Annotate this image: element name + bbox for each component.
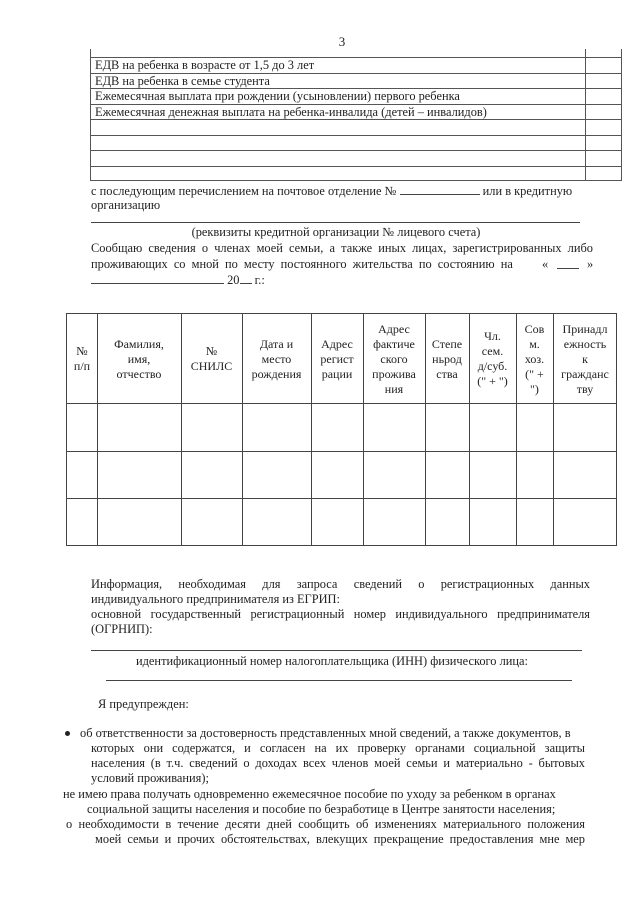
egrip-line-3: основной государственный регистрационный номер индивидуального предпринимателя (91, 607, 590, 621)
date-day-field[interactable] (557, 257, 579, 269)
bullet-icon (65, 731, 70, 736)
table-row (90, 88, 622, 103)
family-members-table (66, 313, 617, 546)
header-actual-address: Адрес фактиче ского прожива ния (372, 321, 416, 396)
warnings-heading: Я предупрежден: (98, 697, 189, 711)
year-prefix: 20 (227, 273, 240, 287)
table-row (90, 104, 622, 119)
warning-line: условий проживания); (91, 771, 209, 785)
header-family-member: Чл. сем. д/суб. (" + ") (477, 329, 508, 388)
header-number: № п/п (73, 344, 91, 373)
family-intro-line-1: Сообщаю сведения о членах моей семьи, а также иных лицах, зарегистрированных либо (91, 241, 593, 255)
header-birth-date-place: Дата и место рождения (251, 336, 302, 381)
inn-field[interactable] (106, 680, 572, 681)
benefits-table (90, 57, 622, 181)
benefit-label: ЕДВ на ребенка в возрасте от 1,5 до 3 лет (95, 58, 315, 72)
table-row[interactable] (90, 166, 622, 167)
warning-line: населения (в т.ч. сведений о доходах всех членов моей семьи и материально - бытовых (91, 756, 585, 770)
year-suffix: г.: (254, 273, 265, 287)
date-month-year-line (91, 272, 265, 288)
header-joint-household: Сов м. хоз. (" + ") (524, 321, 545, 396)
transfer-suffix: или в кредитную (482, 184, 573, 198)
table-row[interactable] (90, 135, 622, 136)
egrip-line-1: Информация, необходимая для запроса сведений о регистрационных данных (91, 577, 590, 591)
transfer-prefix: с последующим перечислением на почтовое отделение № (91, 184, 397, 198)
transfer-line (91, 183, 572, 199)
benefit-label: Ежемесячная денежная выплата на ребенка-инвалида (детей – инвалидов) (95, 104, 487, 119)
warning-line: которых они содержатся, и согласен на их проверку органами социальной защиты (91, 741, 585, 755)
warning-line: моей семьи и прочих обстоятельствах, влекущих прекращение предоставления мне мер (95, 832, 585, 846)
header-registration-address: Адрес регист рации (320, 336, 354, 381)
egrip-line-2: индивидуального предпринимателя из ЕГРИП: (91, 592, 340, 606)
date-year-field[interactable] (240, 272, 252, 284)
table-row[interactable] (90, 119, 622, 120)
bank-details-caption: (реквизиты кредитной организации № лицевого счета) (191, 225, 481, 239)
table-bottom-border (90, 180, 622, 181)
table-divider (585, 49, 586, 181)
header-citizenship: Принадл ежность к гражданс тву (561, 321, 609, 396)
table-row (90, 57, 622, 72)
egrip-line-4: (ОГРНИП): (91, 622, 153, 636)
benefit-label: ЕДВ на ребенка в семье студента (95, 73, 270, 88)
benefit-label: Ежемесячная выплата при рождении (усыновлении) первого ребенка (95, 89, 460, 103)
quote-close: » (587, 257, 594, 271)
header-full-name: Фамилия, имя, отчество (114, 336, 164, 381)
date-month-field[interactable] (91, 272, 224, 284)
transfer-line-2: организацию (91, 198, 161, 212)
post-office-number-field[interactable] (400, 183, 480, 195)
inn-caption: идентификационный номер налогоплательщика (ИНН) физического лица: (136, 654, 528, 668)
warning-line: о необходимости в течение десяти дней сообщить об изменениях материального положения (66, 817, 585, 831)
family-intro-line-2 (91, 257, 593, 272)
table-row (90, 73, 622, 88)
warning-line: не имею права получать одновременно ежемесячное пособие по уходу за ребенком в органах (63, 787, 556, 801)
table-border-left (90, 49, 91, 181)
table-row[interactable] (67, 404, 617, 451)
table-border-right (621, 49, 622, 181)
header-snils: № СНИЛС (190, 344, 233, 373)
warning-line: социальной защиты населения и пособие по безработице в Центре занятости населения; (87, 802, 556, 816)
table-row[interactable] (67, 499, 617, 545)
page-number: 3 (338, 34, 346, 49)
ogrnip-field[interactable] (91, 650, 582, 651)
quote-open: « (542, 257, 549, 271)
family-intro-text: проживающих со мной по месту постоянного жительства по состоянию на (91, 257, 513, 271)
bank-details-field[interactable] (91, 222, 580, 223)
table-row[interactable] (67, 452, 617, 498)
header-relationship: Степе ньрод ства (431, 336, 463, 381)
table-row[interactable] (90, 150, 622, 151)
warning-line: об ответственности за достоверность представленных мной сведений, а также документов, в (80, 726, 571, 740)
